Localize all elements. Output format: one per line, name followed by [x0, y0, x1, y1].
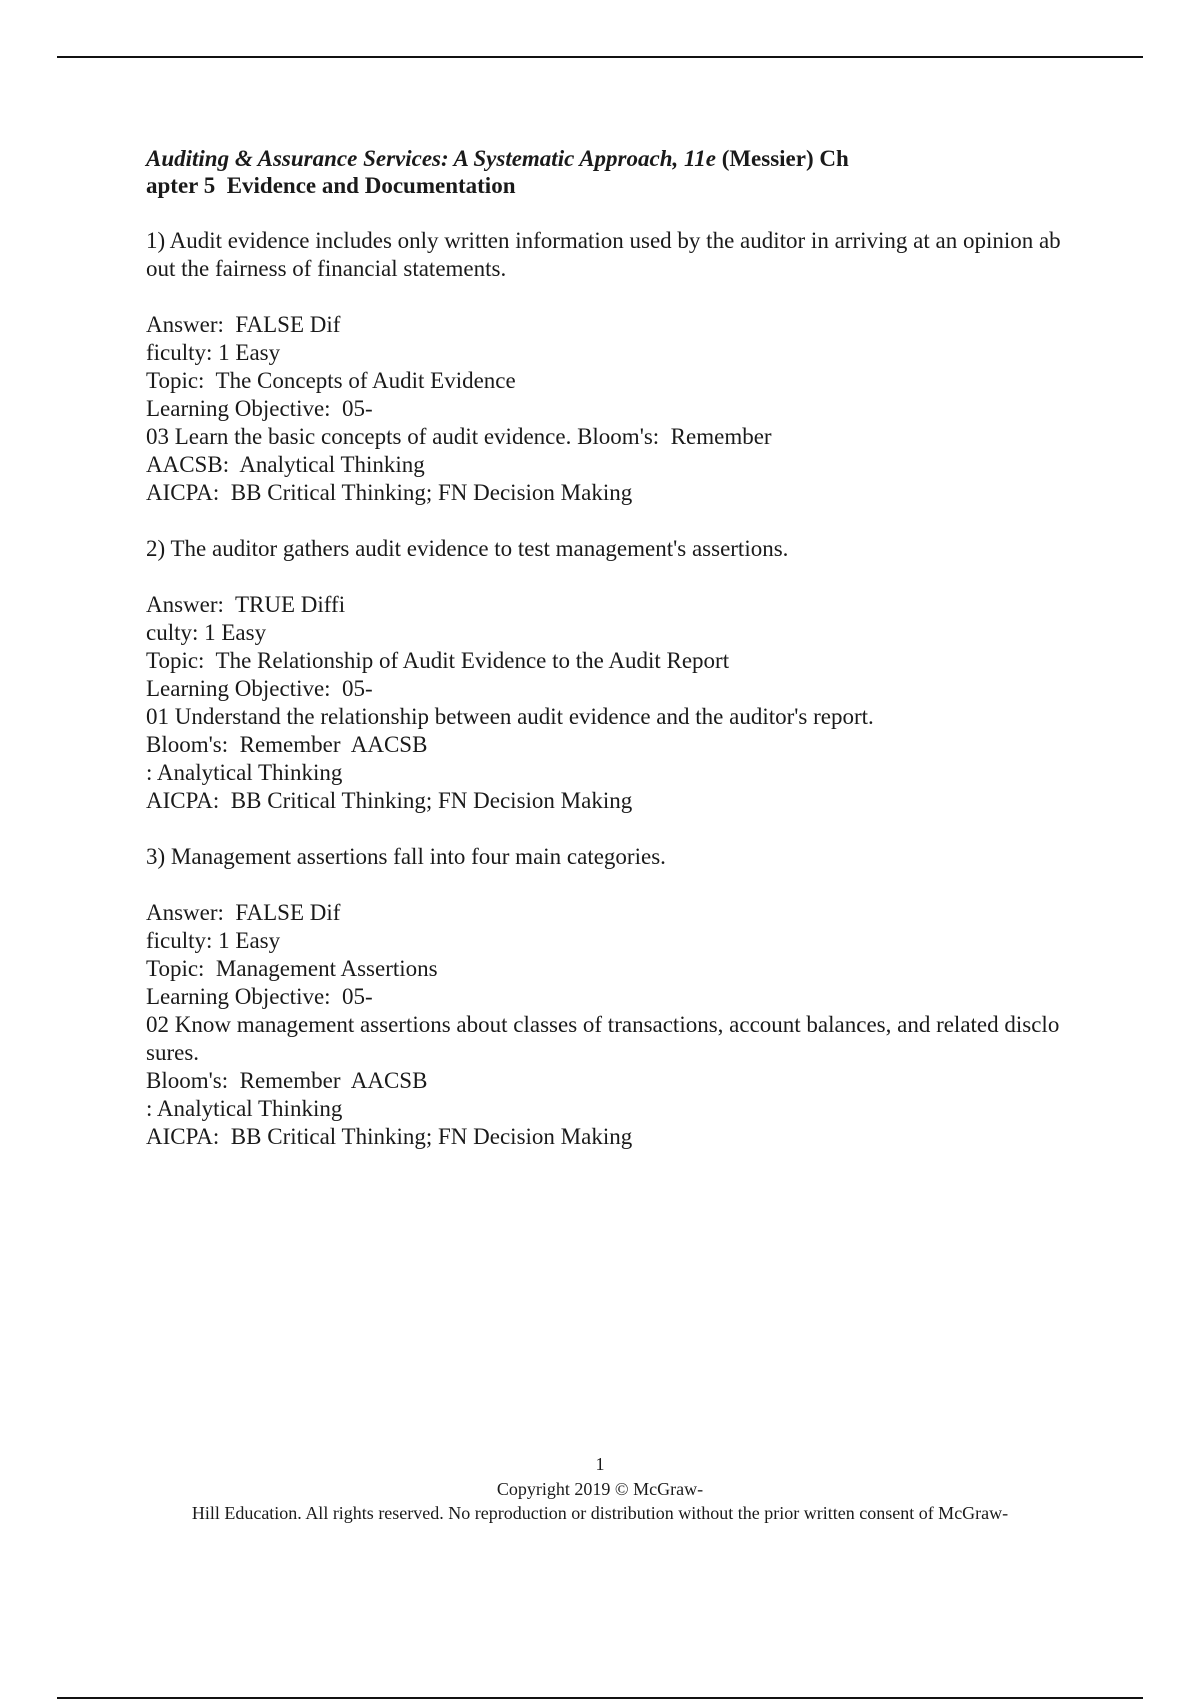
- metadata-line: Topic: Management Assertions: [146, 956, 438, 981]
- question-text-line: 3) Management assertions fall into four main categories.: [146, 844, 666, 869]
- metadata-line: Bloom's: Remember AACSB: [146, 732, 428, 757]
- metadata-line: Bloom's: Remember AACSB: [146, 1068, 428, 1093]
- question-text-line: out the fairness of financial statements.: [146, 256, 507, 281]
- answer-metadata: [146, 899, 1096, 1151]
- copyright-line-2: Hill Education. All rights reserved. No reproduction or distribution without the prior written consent of McGraw-: [191, 1503, 1009, 1523]
- metadata-line: Answer: FALSE Dif: [146, 312, 341, 337]
- question-text-line: 2) The auditor gathers audit evidence to test management's assertions.: [146, 536, 789, 561]
- question-text: [146, 843, 1096, 871]
- metadata-line: Answer: TRUE Diffi: [146, 592, 346, 617]
- metadata-line: 02 Know management assertions about classes of transactions, account balances, and related disclo: [146, 1012, 1060, 1037]
- document-title: [146, 145, 1096, 199]
- metadata-line: AICPA: BB Critical Thinking; FN Decision Making: [146, 788, 633, 813]
- question-text: [146, 535, 1096, 563]
- question-block: [146, 535, 1096, 815]
- metadata-line: sures.: [146, 1040, 200, 1065]
- metadata-line: Learning Objective: 05-: [146, 396, 373, 421]
- metadata-line: : Analytical Thinking: [146, 760, 343, 785]
- answer-metadata: [146, 311, 1096, 507]
- question-list: [146, 227, 1096, 1151]
- metadata-line: Learning Objective: 05-: [146, 984, 373, 1009]
- question-block: [146, 843, 1096, 1151]
- metadata-line: ficulty: 1 Easy: [146, 928, 281, 953]
- page-number: 1: [595, 1454, 605, 1474]
- top-rule: [57, 56, 1143, 58]
- question-text: [146, 227, 1096, 283]
- title-rest: (Messier) Ch: [715, 146, 849, 171]
- question-block: [146, 227, 1096, 507]
- metadata-line: Answer: FALSE Dif: [146, 900, 341, 925]
- copyright-line-1: Copyright 2019 © McGraw-: [496, 1479, 704, 1499]
- bottom-rule: [57, 1697, 1143, 1699]
- metadata-line: AICPA: BB Critical Thinking; FN Decision Making: [146, 1124, 633, 1149]
- metadata-line: 01 Understand the relationship between audit evidence and the auditor's report.: [146, 704, 874, 729]
- metadata-line: culty: 1 Easy: [146, 620, 267, 645]
- metadata-line: Learning Objective: 05-: [146, 676, 373, 701]
- metadata-line: AACSB: Analytical Thinking: [146, 452, 425, 477]
- book-title: Auditing & Assurance Services: A Systematic Approach, 11e: [146, 146, 716, 171]
- metadata-line: 03 Learn the basic concepts of audit evidence. Bloom's: Remember: [146, 424, 772, 449]
- chapter-title: apter 5 Evidence and Documentation: [146, 173, 516, 198]
- question-text-line: 1) Audit evidence includes only written information used by the auditor in arriving at an opinion ab: [146, 228, 1061, 253]
- metadata-line: ficulty: 1 Easy: [146, 340, 281, 365]
- answer-metadata: [146, 591, 1096, 815]
- metadata-line: : Analytical Thinking: [146, 1096, 343, 1121]
- metadata-line: Topic: The Concepts of Audit Evidence: [146, 368, 516, 393]
- document-body: [146, 145, 1096, 1151]
- metadata-line: AICPA: BB Critical Thinking; FN Decision Making: [146, 480, 633, 505]
- metadata-line: Topic: The Relationship of Audit Evidence to the Audit Report: [146, 648, 730, 673]
